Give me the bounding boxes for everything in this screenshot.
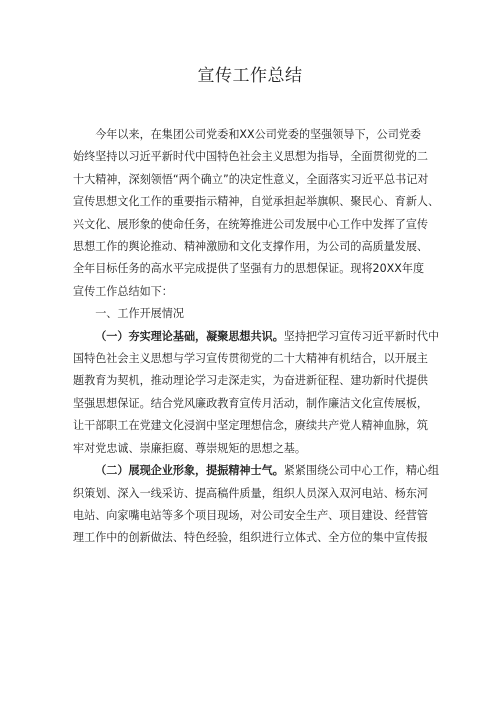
paragraph-line: 宣传思想文化工作的重要指示精神，自觉承担起举旗帜、聚民心、育新人、 — [73, 195, 440, 209]
document-body — [73, 124, 440, 550]
paragraph-line: 国特色社会主义思想与学习宣传贯彻党的二十大精神有机结合，以开展主 — [73, 352, 429, 366]
paragraph-line: 牢对党忠诚、崇廉拒腐、尊崇规矩的思想之基。 — [73, 441, 306, 455]
item-text: 紧紧围绕公司中心工作，精心组 — [283, 464, 440, 478]
paragraph-line: 织策划、深入一线采访、提高稿件质量，组织人员深入双河电站、杨东河 — [73, 486, 429, 500]
paragraph-line: 全年目标任务的高水平完成提供了坚强有力的思想保证。现将20XX年度 — [73, 262, 425, 276]
item-text: 坚持把学习宣传习近平新时代中 — [283, 329, 440, 343]
paragraph-line: 今年以来，在集团公司党委和XX公司党委的坚强领导下，公司党委 — [95, 128, 422, 141]
document-title: 宣传工作总结 — [197, 66, 303, 86]
paragraph-line: 兴文化、展形象的使命任务，在统筹推进公司发展中心工作中发挥了宣传 — [73, 217, 429, 231]
paragraph-line: 始终坚持以习近平新时代中国特色社会主义思想为指导，全面贯彻党的二 — [73, 150, 429, 164]
item-lead: （二）展现企业形象，提振精神士气。 — [95, 464, 284, 478]
section-heading-text: 一、工作开展情况 — [95, 307, 184, 321]
paragraph-line: 电站、向家嘴电站等多个项目现场，对公司安全生产、项目建设、经营管 — [73, 508, 429, 522]
intro-paragraph — [73, 124, 440, 303]
paragraph-line: 思想工作的舆论推动、精神激励和文化支撑作用，为公司的高质量发展、 — [73, 240, 429, 254]
paragraph-line: 宣传工作总结如下： — [73, 284, 173, 298]
paragraph-line: 理工作中的创新做法、特色经验，组织进行立体式、全方位的集中宣传报 — [73, 531, 429, 545]
paragraph-line — [73, 460, 440, 482]
item-paragraph-2 — [73, 460, 440, 550]
item-paragraph-1 — [73, 326, 440, 460]
paragraph-line: 坚强思想保证。结合党风廉政教育宣传月活动，制作廉洁文化宣传展板， — [73, 396, 429, 410]
section-heading — [73, 303, 431, 325]
paragraph-line — [73, 326, 440, 348]
paragraph-line: 让干部职工在党建文化浸润中坚定理想信念，赓续共产党人精神血脉，筑 — [73, 419, 429, 433]
item-lead: （一）夯实理论基础，凝聚思想共识。 — [95, 329, 284, 343]
paragraph-line: 题教育为契机，推动理论学习走深走实，为奋进新征程、建功新时代提供 — [73, 374, 429, 388]
paragraph-line: 十大精神，深刻领悟“两个确立”的决定性意义，全面落实习近平总书记对 — [73, 172, 429, 186]
